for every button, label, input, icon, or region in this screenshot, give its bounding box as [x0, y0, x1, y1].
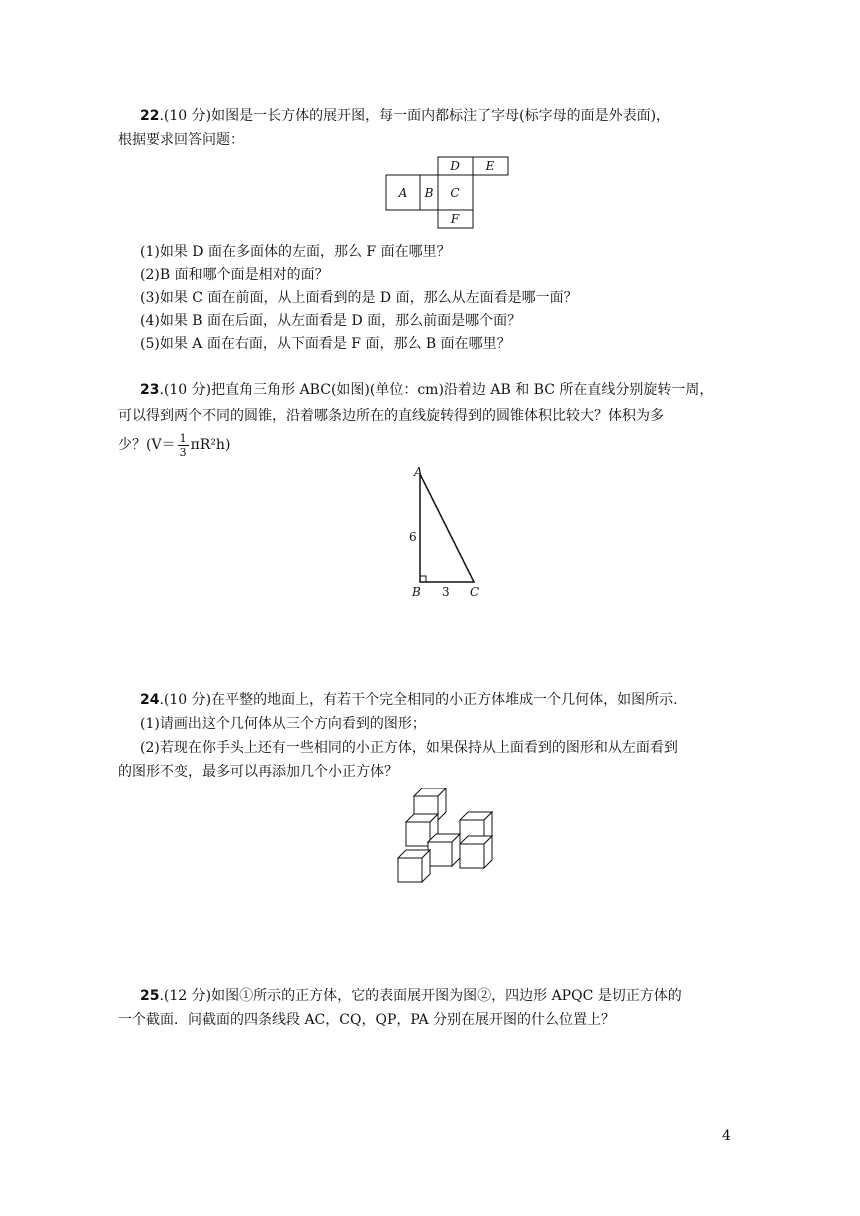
side-ab-length: 6	[409, 530, 417, 544]
cube	[428, 834, 460, 866]
vertex-c-label: C	[470, 585, 480, 599]
q24-sub2-cont: 的图形不变，最多可以再添加几个小正方体？	[118, 764, 398, 780]
q23-line3: 少？(V＝ $\frac{1}{3}$ πR²h)	[118, 431, 231, 459]
q22-sub1: (1)如果 D 面在多面体的左面，那么 F 面在哪里？	[140, 244, 451, 260]
cube	[398, 850, 430, 882]
q25-line2: 一个截面．问截面的四条线段 AC，CQ，QP，PA 分别在展开图的什么位置上？	[118, 1012, 616, 1028]
q24-number: 24	[140, 692, 160, 708]
net-label-d: D	[450, 159, 460, 173]
q22-line1: 22.(10 分)如图是一长方体的展开图，每一面内都标注了字母(标字母的面是外表面)，	[140, 108, 671, 124]
net-label-c: C	[450, 186, 460, 200]
q24-sub1: (1)请画出这个几何体从三个方向看到的图形；	[140, 716, 426, 732]
q23-line2: 可以得到两个不同的圆锥，沿着哪条边所在的直线旋转得到的圆锥体积比较大？体积为多	[118, 408, 664, 424]
q22-sub2: (2)B 面和哪个面是相对的面？	[140, 267, 329, 283]
net-label-e: E	[485, 159, 495, 173]
q22-sub4: (4)如果 B 面在后面，从左面看是 D 面，那么前面是哪个面？	[140, 313, 522, 329]
q22-number: 22	[140, 108, 160, 124]
q22-sub3: (3)如果 C 面在前面，从上面看到的是 D 面，那么从左面看是哪一面？	[140, 290, 578, 306]
triangle-abc	[420, 474, 474, 582]
q22-sub5: (5)如果 A 面在右面，从下面看是 F 面，那么 B 面在哪里？	[140, 336, 511, 352]
q23-number: 23	[140, 382, 160, 398]
page-number: 4	[722, 1128, 731, 1144]
net-label-a: A	[398, 186, 408, 200]
volume-fraction: $\frac{1}{3}$	[179, 431, 187, 459]
q22-line2: 根据要求回答问题：	[118, 132, 244, 148]
cube	[460, 836, 492, 868]
net-label-f: F	[450, 212, 460, 226]
q25-number: 25	[140, 988, 160, 1004]
side-bc-length: 3	[442, 585, 450, 599]
q23-line1: 23.(10 分)把直角三角形 ABC(如图)(单位：cm)沿着边 AB 和 BC 所在直线分别旋转一周，	[140, 382, 714, 398]
cuboid-net-figure	[384, 156, 510, 230]
q24-line1: 24.(10 分)在平整的地面上，有若干个完全相同的小正方体堆成一个几何体，如图所示.	[140, 692, 678, 708]
net-label-b: B	[424, 186, 434, 200]
stacked-cubes-figure	[394, 788, 496, 886]
vertex-b-label: B	[412, 585, 421, 599]
right-triangle-figure	[400, 462, 490, 602]
vertex-a-label: A	[414, 465, 423, 479]
q24-sub2: (2)若现在你手头上还有一些相同的小正方体，如果保持从上面看到的图形和从左面看到	[140, 740, 678, 756]
right-angle-mark	[420, 576, 426, 582]
q25-line1: 25.(12 分)如图①所示的正方体，它的表面展开图为图②，四边形 APQC 是切正方体的	[140, 988, 682, 1004]
